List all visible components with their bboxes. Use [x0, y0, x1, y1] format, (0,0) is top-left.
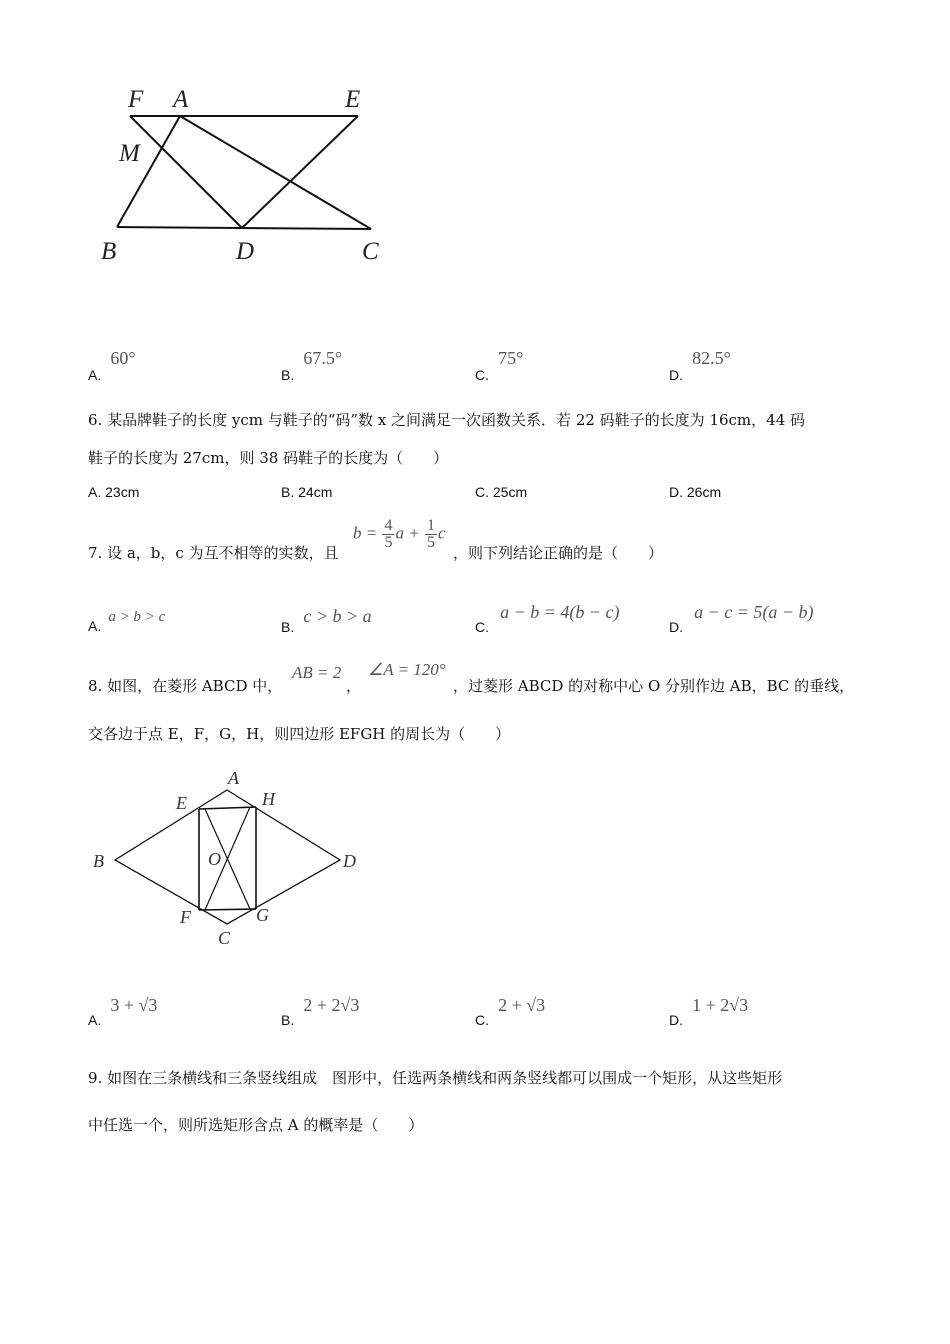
rhombus-ABCD: [115, 790, 340, 924]
fig2-label-F: F: [180, 907, 191, 927]
option-letter: C.: [475, 367, 489, 383]
option-letter: C.: [475, 619, 489, 635]
label-E: E: [345, 86, 361, 113]
option-value: 23cm: [105, 484, 140, 500]
figure-1-geometry: [0, 0, 950, 300]
option-letter: C.: [475, 484, 493, 500]
option-letter: B.: [281, 619, 295, 635]
fig2-label-D: D: [343, 851, 356, 871]
option-value: 2 + 2√3: [303, 995, 360, 1015]
line-AB: [117, 116, 180, 227]
option-value: 60°: [110, 348, 136, 368]
q9-line-1: 9. 如图在三条横线和三条竖线组成 图形中，任选两条横线和两条竖线都可以围成一个矩形，从这些矩形: [88, 1069, 783, 1087]
option-value: 25cm: [492, 484, 528, 500]
q8-option-b[interactable]: [281, 995, 360, 1028]
q8-suffix: ，过菱形 ABCD 的对称中心 O 分别作边 AB，BC 的垂线，: [453, 677, 855, 695]
option-value: c > b > a: [303, 606, 372, 626]
q6-option-d[interactable]: [669, 484, 721, 500]
fig2-label-G: G: [256, 905, 269, 925]
option-letter: B.: [281, 484, 299, 500]
q5-option-d[interactable]: [669, 348, 731, 383]
frac-num: 4: [384, 517, 393, 534]
option-letter: D.: [669, 484, 687, 500]
q7-suffix: ，则下列结论正确的是（ ）: [453, 544, 664, 562]
q6-option-c[interactable]: [475, 484, 527, 500]
option-letter: A.: [88, 367, 102, 383]
option-value: a > b > c: [108, 609, 166, 625]
option-value: 24cm: [298, 484, 333, 500]
option-letter: A.: [88, 484, 106, 500]
fig2-label-C: C: [218, 928, 231, 948]
option-value: 82.5°: [692, 348, 731, 368]
q7-formula: [353, 518, 446, 551]
frac-den: 5: [426, 534, 435, 551]
figure-2-rhombus: [0, 760, 950, 960]
q8-option-c[interactable]: [475, 995, 546, 1028]
line-AC: [180, 116, 371, 229]
option-value: a − c = 5(a − b): [694, 602, 814, 622]
label-A: A: [173, 86, 189, 113]
q7-option-c[interactable]: [475, 602, 620, 635]
q8-math-ab: AB = 2: [292, 663, 342, 682]
line-EH: [199, 807, 256, 809]
option-value: 3 + √3: [110, 995, 158, 1015]
label-C: C: [362, 238, 379, 265]
option-value: a − b = 4(b − c): [500, 602, 620, 622]
frac-den: 5: [384, 534, 393, 551]
formula-var1: a +: [395, 523, 420, 543]
option-value: 2 + √3: [498, 995, 546, 1015]
option-letter: C.: [475, 1012, 489, 1028]
q6-line-2: 鞋子的长度为 27cm，则 38 码鞋子的长度为（ ）: [88, 449, 449, 467]
q9-line-2: 中任选一个，则所选矩形含点 A 的概率是（ ）: [88, 1116, 424, 1134]
option-value: 67.5°: [303, 348, 343, 368]
option-value: 75°: [498, 348, 524, 368]
fig2-label-E: E: [176, 793, 187, 813]
q7-option-d[interactable]: [669, 602, 814, 635]
q6-line-1: 6. 某品牌鞋子的长度 ycm 与鞋子的“码”数 x 之间满足一次函数关系．若 22 码鞋子的长度为 16cm，44 码: [88, 411, 806, 429]
q8-comma: ，: [346, 677, 362, 695]
option-letter: D.: [669, 619, 683, 635]
frac-num: 1: [426, 517, 435, 534]
formula-var2: c: [437, 523, 446, 543]
fig2-label-A: A: [228, 768, 239, 788]
fig2-label-H: H: [262, 789, 275, 809]
q7-option-b[interactable]: [281, 606, 372, 635]
option-letter: B.: [281, 367, 295, 383]
label-F: F: [128, 86, 144, 113]
option-letter: A.: [88, 1012, 102, 1028]
q8-prefix: 8. 如图，在菱形 ABCD 中，: [88, 677, 283, 695]
option-letter: D.: [669, 1012, 683, 1028]
q5-option-b[interactable]: [281, 348, 343, 383]
q5-option-a[interactable]: [88, 348, 136, 383]
fig2-label-B: B: [93, 851, 104, 871]
option-value: 1 + 2√3: [692, 995, 749, 1015]
q8-option-d[interactable]: [669, 995, 749, 1028]
q8-math-angle: ∠A = 120°: [368, 660, 446, 679]
q8-line-2: 交各边于点 E，F，G，H，则四边形 EFGH 的周长为（ ）: [88, 725, 511, 743]
q8-option-a[interactable]: [88, 995, 158, 1028]
q7-option-a[interactable]: [88, 606, 166, 634]
q5-option-c[interactable]: [475, 348, 524, 383]
line-FG: [199, 909, 256, 910]
fraction-4-5: [382, 518, 394, 551]
label-M: M: [119, 140, 140, 167]
line-FD: [130, 116, 242, 228]
formula-lhs: b =: [353, 523, 378, 543]
q7-prefix: 7. 设 a，b，c 为互不相等的实数，且: [88, 544, 339, 562]
q6-option-b[interactable]: [281, 484, 332, 500]
fig2-label-O: O: [208, 849, 221, 869]
q6-option-a[interactable]: [88, 484, 139, 500]
fraction-1-5: [425, 518, 437, 551]
option-value: 26cm: [686, 484, 722, 500]
label-B: B: [101, 238, 117, 265]
label-D: D: [236, 238, 255, 265]
option-letter: D.: [669, 367, 683, 383]
option-letter: A.: [88, 618, 102, 634]
option-letter: B.: [281, 1012, 295, 1028]
